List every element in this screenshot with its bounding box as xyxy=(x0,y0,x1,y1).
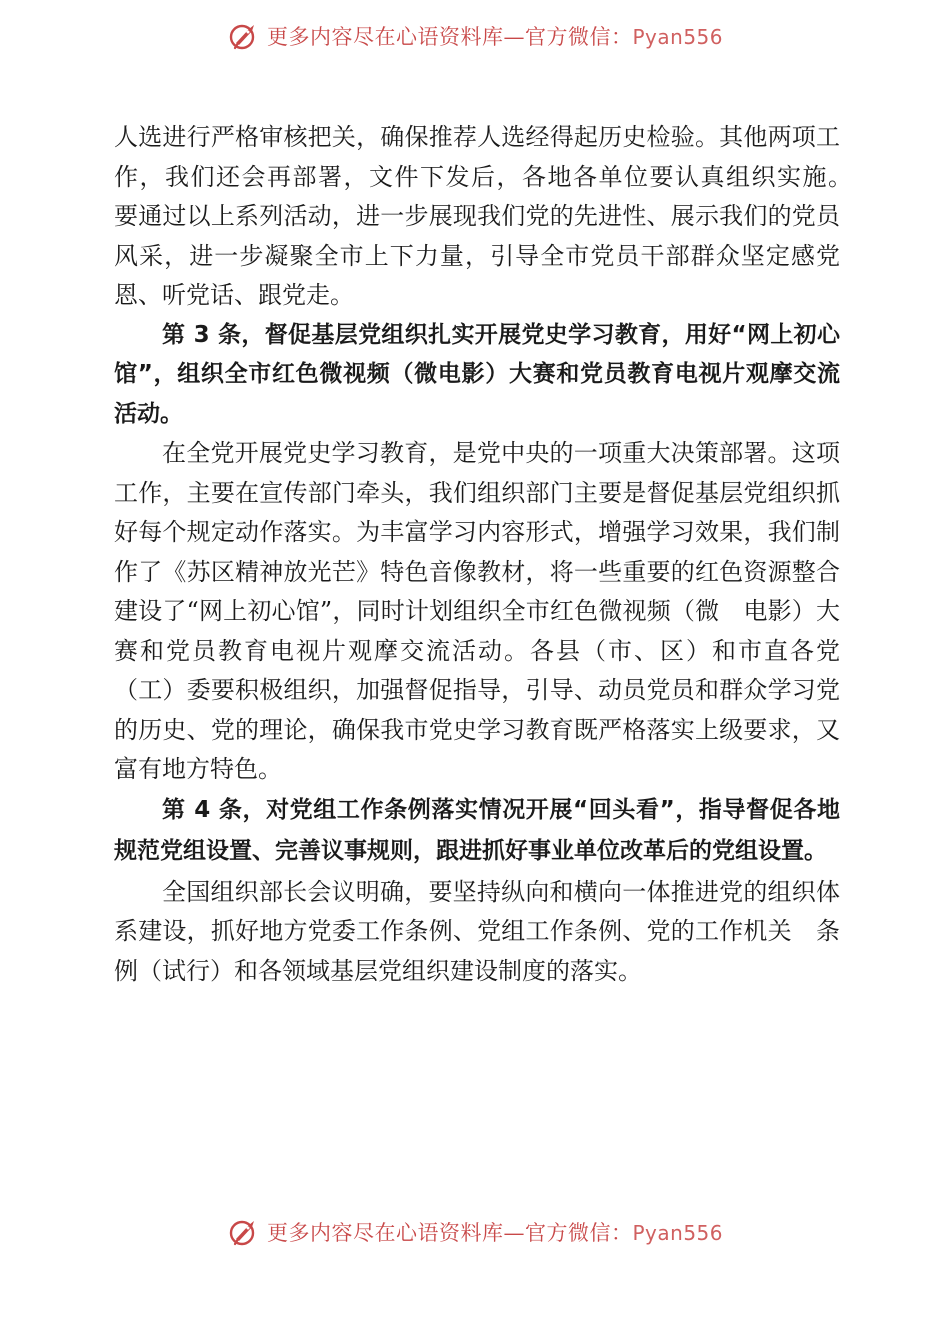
footer-banner-cn: 更多内容尽在心语资料库—官方微信： xyxy=(266,1221,633,1245)
header-banner-text xyxy=(267,21,723,51)
pen-nib-logo-icon xyxy=(227,19,261,53)
article-3-heading: 第 3 条，督促基层党组织扎实开展党史学习教育，用好“网上初心馆”，组织全市红色微视频（微电影）大赛和党员教育电视片观摩交流活动。 xyxy=(114,321,840,427)
paragraph-article-3: 在全党开展党史学习教育，是党中央的一项重大决策部署。这项工作，主要在宣传部门牵头，我们组织部门主要是督促基层党组织抓好每个规定动作落实。为丰富学习内容形式，增强学习效果，我们制作了《苏区精神放光芒》特色音像教材，将一些重要的红色资源整合建设了“网上初心馆”，同时计划组织全市红色微视频（微 电影）大赛和党员教育电视片观摩交流活动。各县（市、区）和市直各党（工）委要积极组织，加强督促指导，引导、动员党员和群众学习党的历史、党的理论，确保我市党史学习教育既严格落实上级要求，又富有地方特色。 xyxy=(114,439,840,783)
footer-banner-text xyxy=(267,1217,723,1247)
footer-banner xyxy=(0,1210,950,1254)
header-banner-cn: 更多内容尽在心语资料库—官方微信： xyxy=(266,25,633,49)
pen-nib-logo-icon xyxy=(227,1215,261,1249)
header-banner xyxy=(0,14,950,58)
article-4-heading: 第 4 条，对党组工作条例落实情况开展“回头看”，指导督促各地规范党组设置、完善议事规则，跟进抓好事业单位改革后的党组设置。 xyxy=(114,796,840,864)
document-body xyxy=(114,118,864,991)
paragraph-1: 人选进行严格审核把关，确保推荐人选经得起历史检验。其他两项工作，我们还会再部署，文件下发后，各地各单位要认真组织实施。 要通过以上系列活动，进一步展现我们党的先进性、展示我们的党员风采，进一步凝聚全市上下力量，引导全市党员干部群众坚定感党恩、听党话、跟党走。 xyxy=(114,123,864,309)
footer-banner-wechat-id: Pyan556 xyxy=(632,1221,723,1245)
paragraph-article-4: 全国组织部长会议明确，要坚持纵向和横向一体推进党的组织体系建设，抓好地方党委工作条例、党组工作条例、党的工作机关 条例（试行）和各领域基层党组织建设制度的落实。 xyxy=(114,877,840,985)
header-banner-wechat-id: Pyan556 xyxy=(632,25,723,49)
